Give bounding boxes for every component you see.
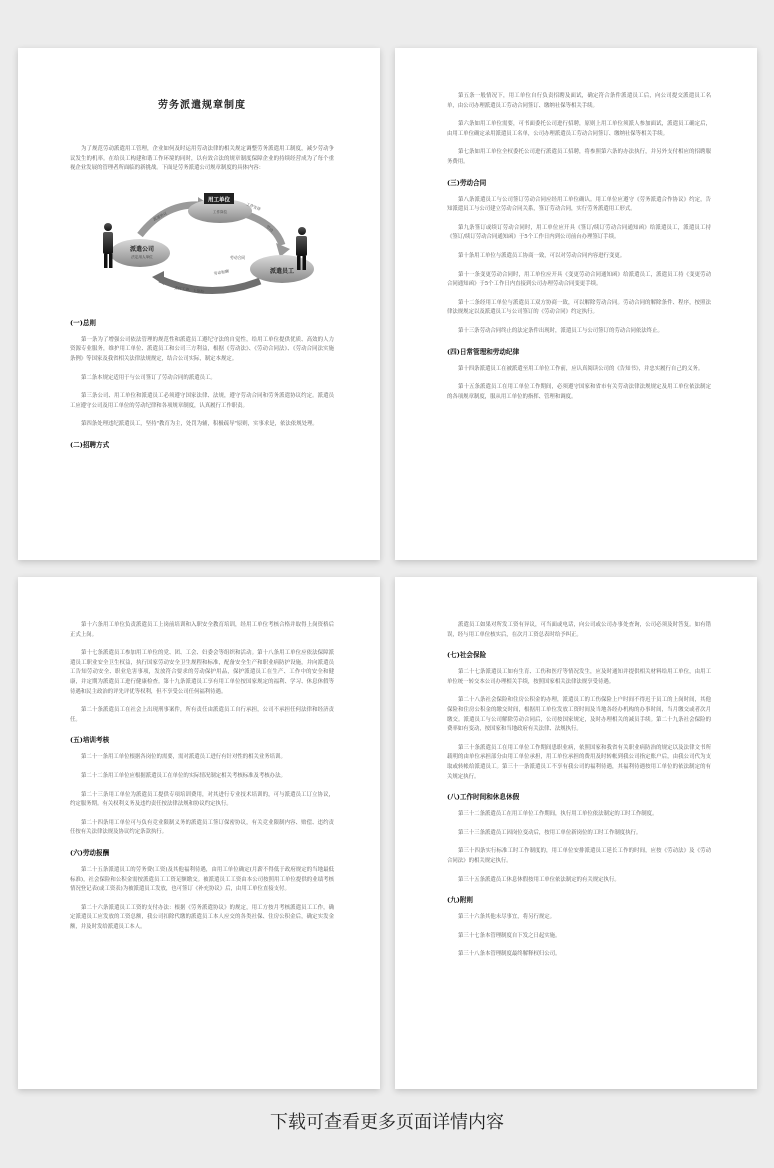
article-paragraph: 第十七条派遣员工参加用工单位的党、团、工会、妇委会等组织和活动。第十八条用工单位应依法保障派遣员工职业安全卫生权益，执行国家劳动安全卫生规程和标准，配备安全生产和职业病防护设施，并向派遣员工告知劳动安全、职业危害事项，发放符合要求的劳动保护用品，保护派遣员工在生产、工作中的安全和健康，并定期为派遣员工进行健康检查。第十九条派遣员工享有用工单位按国家规定的福利、学习、休息休假等待遇和民主政治的评先评优等权利，但不享受公司任何福利待遇。 (70, 650, 334, 695)
businessman-figure-icon (103, 223, 113, 268)
section-heading: (六)劳动报酬 (70, 848, 110, 857)
employer-sub-label: 工作岗位 (212, 209, 228, 214)
article-paragraph: 第六条如用工单位需要，可书面委托公司进行招聘，原则上用工单位须派人参加面试，派遣员工确定后，由用工单位确定录用派遣员工名单，公司办理派遣员工劳动合同签订、缴纳社保等相关手续。 (447, 121, 711, 137)
agency-node (110, 239, 170, 267)
document-page-2 (395, 48, 757, 560)
document-page-4 (395, 577, 757, 1089)
arrow-label-pay-insurance: 支付工资、上保险 (173, 284, 205, 294)
article-paragraph: 第二十三条用工单位为派遣员工提供专项培训费用，对其进行专业技术培训的，可与派遣员工订立协议，约定服务期。有关权利义务及违约责任按法律法规和协议约定执行。 (70, 791, 334, 808)
agency-sub-label: 法定用人单位 (131, 254, 153, 259)
article-paragraph: 第九条签订或续订劳动合同时，用工单位应开具《签订/续订劳动合同通知函》给派遣员工，派遣员工持《签订/续订劳动合同通知函》于5个工作日内到公司前台办理签订手续。 (447, 224, 711, 241)
section-heading: (二)招聘方式 (70, 440, 110, 449)
page-4-body (447, 621, 711, 960)
document-page-1 (18, 48, 380, 560)
article-paragraph: 第三十五条派遣员工休息休假按用工单位依法制定的有关规定执行。 (458, 876, 620, 883)
article-paragraph: 第七条如用工单位全权委托公司进行派遣员工招聘，将参照第六条的办法执行，并另外支付相应的招聘服务费用。 (447, 149, 711, 165)
article-paragraph: 第三十条派遣员工在用工单位工作期间患职业病，依照国家和我省有关职业病防治的规定以及法律文书所载明的由单位承担部分由用工单位承担，用工单位承担的费用及时转帐到我公司指定账户后，由我公司代为支取或转帐给派遣员工。第三十一条派遣员工不享有我公司的福利待遇，其福利待遇按用工单位的依法制定的有关规定执行。 (447, 744, 711, 780)
section-heading: (八)工作时间和休息休假 (447, 793, 520, 802)
article-paragraph: 第三条公司、用工单位和派遣员工必须遵守国家法律、法规，遵守劳动合同和劳务派遣协议约定。派遣员工应遵守公司及用工单位的劳动纪律和各项规章制度，认真履行工作职责。 (70, 393, 334, 409)
agency-label: 派遣公司 (129, 245, 155, 253)
article-paragraph: 第三十七条本管理制度自下发之日起实施。 (458, 932, 561, 939)
page-3-body (70, 621, 334, 932)
section-heading: (五)培训考核 (70, 736, 110, 745)
article-paragraph: 第二十二条用工单位应根据派遣员工在单位的实际情况制定相关考核标准及考核办法。 (81, 772, 286, 779)
section-heading: (三)劳动合同 (447, 178, 487, 187)
article-paragraph: 第三十四条实行标准工时工作制度的，用工单位安排派遣员工延长工作的时间，应按《劳动法》及《劳动合同法》的相关规定执行。 (447, 848, 711, 864)
arrow-label-remuneration: 劳动报酬 (213, 268, 230, 276)
section-heading: (四)日常管理和劳动纪律 (447, 347, 520, 356)
article-paragraph: 第二十条派遣员工在社会上出现刑事案件，所有责任由派遣员工自行承担，公司不承担任何法律和经济责任。 (70, 707, 334, 723)
article-paragraph: 第三十三条派遣员工因岗位变动后，按用工单位新岗位的工时工作制度执行。 (458, 829, 642, 836)
section-heading: (七)社会保险 (447, 651, 487, 660)
document-title: 劳务派遣规章制度 (158, 100, 246, 111)
article-paragraph: 第四条处理违纪派遣员工，坚持"教育为主，处罚为辅，积极疏导"原则，实事求是，依法依规处理。 (81, 421, 318, 428)
document-page-3 (18, 577, 380, 1089)
article-paragraph: 第十条用工单位与派遣员工协商一致，可以对劳动合同内容进行变更。 (458, 252, 626, 259)
article-paragraph: 第二十一条用工单位根据各岗位的需要，需对派遣员工进行有针对性的相关业务培训。 (81, 754, 286, 761)
section-heading: (九)附则 (447, 896, 474, 905)
article-paragraph: 派遣员工如果对所发工资有异议，可当面或电话，向公司或公司办事处查询，公司必须及时答复。如有错误，经与用工单位核实后，在次月工资总表时给予纠正。 (447, 622, 711, 638)
arrow-label-labor-contract: 劳动合同 (230, 254, 246, 260)
article-paragraph: 第二十七条派遣员工如有生育、工伤和医疗等情况发生，应及时通知并提供相关材料给用工单位，由用工单位统一转交本公司办理相关手续，按照国家相关法律法规享受待遇。 (447, 669, 711, 685)
article-paragraph: 第五条一般情况下，用工单位自行负责招聘及面试，确定符合条件派遣员工后，向公司提交派遣员工名单，由公司办理派遣员工劳动合同签订、缴纳社保等相关手续。 (447, 93, 711, 109)
employer-label: 用工单位 (207, 197, 231, 204)
article-paragraph: 第十一条变更劳动合同时，用工单位应开具《变更劳动合同通知函》给派遣员工，派遣员工持《变更劳动合同通知函》于5个工作日内直接到公司办理劳动合同变更手续。 (447, 271, 711, 288)
page-1-body (70, 317, 334, 449)
article-paragraph: 第三十八条本管理制度最终解释权归公司。 (458, 951, 561, 958)
download-more-footer[interactable]: 下载可查看更多页面详情内容 (270, 1112, 504, 1133)
diagram-svg (70, 183, 334, 301)
article-paragraph: 第三十六条其他未尽事宜，将另行规定。 (458, 914, 556, 921)
article-paragraph: 第十六条用工单位负责派遣员工上岗前培训和入职安全教育培训，经用工单位考核合格并取得上岗资格后正式上岗。 (70, 622, 334, 638)
arrow-label-work-assignment: 工作安排 (245, 201, 262, 212)
arrow-employer-to-worker (242, 213, 282, 245)
intro-paragraph: 为了规范劳动派遣用工管理，企业如何及时运用劳动法律的相关规定调整劳务派遣用工制度，减少劳动争议发生的机率。在给员工构建和谐工作环境的同时，以有效合法的规章制度保障企业的持续经营成为了每个重视企业发展的管理者所面临的新挑战。下面是劳务派遣公司规章制度的具体内容： (70, 146, 334, 172)
article-paragraph: 第十二条经用工单位与派遣员工双方协商一致，可以解除劳动合同。劳动合同的解除条件、程序，按照法律法规规定以及派遣员工与公司签订的《劳动合同》约定执行。 (447, 299, 711, 316)
article-paragraph: 第二十五条派遣员工的劳务费(工资)及其他福利待遇，由用工单位确定(月薪不得低于政府规定的当地最低标准)，社会保险和公积金需按派遣员工工资足额缴交。被派遣员工工资由本公司按照用工单位提供的业绩考核情况登记表(或工资表)为被派遣员工发放，也可签订《补充协议》后，由用工单位直接支付。 (70, 866, 334, 893)
article-paragraph: 第十五条派遣员工在用工单位工作期间，必须遵守国家和省市有关劳动法律法规规定及用工单位依法制定的各项规章制度，服从用工单位的指挥、管理和调度。 (447, 384, 711, 400)
article-paragraph: 第一条为了增强公司依法管理的规范性和派遣员工遵纪守法的自觉性，给用工单位提供优质、高效的人力资源专业服务，维护用工单位、派遣员工和公司三方利益，根据《劳动法》、《劳动合同法》、《劳动合同法实施条例》等国家及我省相关法律法规规定，结合公司实际，制定本规定。 (70, 336, 334, 362)
article-paragraph: 第二十四条用工单位可与负有竞业限制义务的派遣员工签订保密协议，有关竞业限制内容、赔偿、违约责任按有关法律法规及协议约定条款执行。 (70, 819, 334, 836)
page-2-body (447, 92, 711, 402)
article-paragraph: 第十四条派遣员工在被派遣至用工单位工作前，应认真阅读公司的《告知书》，并忠实履行自己的义务。 (458, 365, 704, 372)
dispatch-relationship-diagram (70, 183, 334, 301)
article-paragraph: 第二十八条社会保险和住房公积金的办理，派遣员工的工伤保险上户时间不得迟于员工的上岗时间，其他保险和住房公积金的缴交时间，根据用工单位发放工资时间及当地各经办机构的办事时间，当月缴交或者次月缴交。派遣员工与公司解除劳动合同后，公司按国家规定，及时办理相关的减员手续。第二十九条社会保险的费率如有变动，按国家和当地政府有关法律、法规执行。 (447, 697, 711, 733)
section-heading: (一)总则 (70, 318, 97, 327)
worker-label: 派遣员工 (269, 267, 295, 275)
article-paragraph: 第二十六条派遣员工工资的支付办法：根据《劳务派遣协议》的规定，用工方按月考核派遣员工工作，确定派遣员工应发放的工资总额，我公司扣除代缴的派遣员工本人应交的各类社保、住房公积金后，确定实发金额，并及时发给派遣员工本人。 (70, 904, 334, 930)
article-paragraph: 第二条本规定适用于与公司签订了劳动合同的派遣员工。 (81, 374, 216, 381)
article-paragraph: 第十三条劳动合同终止的法定条件出现时，派遣员工与公司签订的劳动合同依法终止。 (458, 327, 663, 334)
article-paragraph: 第三十二条派遣员工在用工单位工作期间，执行用工单位依法制定的工时工作制度。 (458, 811, 658, 818)
article-paragraph: 第八条派遣员工与公司签订劳动合同应经用工单位确认。用工单位应遵守《劳务派遣合作协议》约定，告知派遣员工与公司建立劳动合同关系，签订劳动合同，实行劳务派遣用工形式。 (447, 196, 711, 213)
arrow-label-labor: 劳动 (265, 223, 275, 233)
arrow-label-dispatch-agreement: 派遣协议 (152, 210, 168, 222)
